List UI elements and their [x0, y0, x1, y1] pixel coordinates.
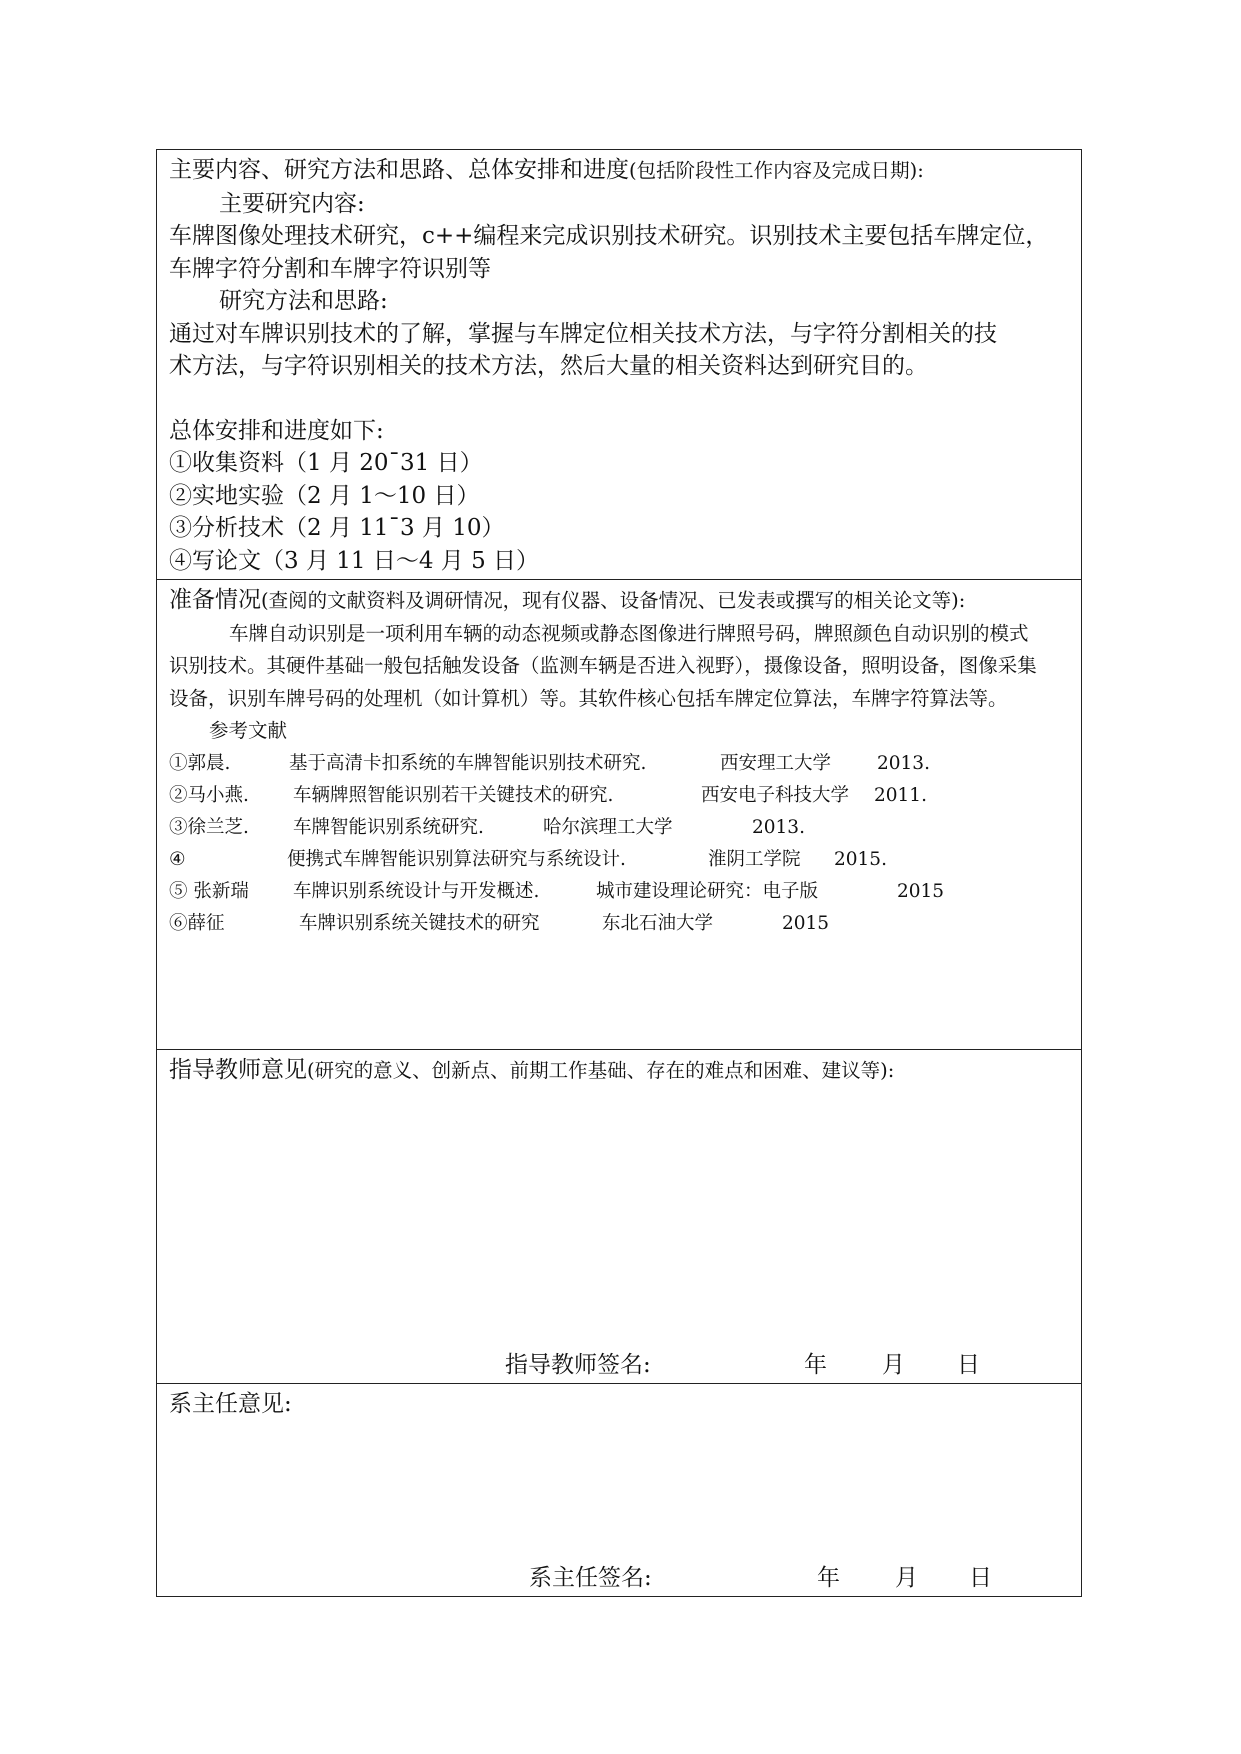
reference-item [169, 812, 1069, 844]
section-preparation [157, 580, 1081, 1050]
section-content-method-schedule [157, 150, 1081, 580]
section2-heading: 准备情况 [169, 587, 261, 613]
reference-source: 城市建设理论研究：电子版 [596, 880, 819, 902]
schedule-label: 总体安排和进度如下: [169, 417, 384, 444]
reference-title: 基于高清卡扣系统的车牌智能识别技术研究. [289, 752, 647, 774]
preparation-line: 车牌自动识别是一项利用车辆的动态视频或静态图像进行牌照号码，牌照颜色自动识别的模式 [229, 621, 1029, 645]
spacer [169, 383, 1069, 415]
section-dept-head-opinion [157, 1384, 1081, 1596]
reference-year: 2013. [877, 752, 930, 774]
preparation-line: 识别技术。其硬件基础一般包括触发设备（监测车辆是否进入视野），摄像设备，照明设备，图像采集 [169, 654, 1037, 677]
schedule-item: ②实地实验（2 月 1～10 日） [169, 482, 480, 509]
reference-title: 便携式车牌智能识别算法研究与系统设计. [287, 848, 626, 870]
reference-source: 西安电子科技大学 [701, 784, 850, 806]
method-label: 研究方法和思路: [219, 288, 388, 314]
dept-head-sign-month: 月 [895, 1565, 918, 1591]
advisor-signature-label: 指导教师签名: [505, 1352, 651, 1378]
reference-year: 2015 [782, 912, 830, 934]
section3-heading: 指导教师意见 [169, 1057, 307, 1083]
dept-head-sign-day: 日 [969, 1565, 992, 1591]
section-advisor-opinion [157, 1050, 1081, 1384]
reference-item [169, 844, 1069, 876]
method-line: 通过对车牌识别技术的了解，掌握与车牌定位相关技术方法，与字符分割相关的技 [169, 320, 997, 347]
reference-source: 哈尔滨理工大学 [543, 816, 673, 838]
reference-author: ②马小燕. [169, 784, 249, 806]
content-label: 主要研究内容: [219, 190, 365, 217]
reference-author: ⑤ 张新瑞 [169, 880, 249, 902]
references-label: 参考文献 [209, 719, 288, 742]
proposal-form [156, 149, 1082, 1597]
reference-source: 西安理工大学 [720, 752, 832, 774]
content-line: 车牌字符分割和车牌字符识别等 [169, 255, 491, 282]
schedule-item: ①收集资料（1 月 20¯31 日） [169, 450, 483, 476]
content-line: 车牌图像处理技术研究，c++编程来完成识别技术研究。识别技术主要包括车牌定位， [169, 223, 1049, 249]
reference-author: ①郭晨. [169, 752, 231, 774]
section3-heading-note: (研究的意义、创新点、前期工作基础、存在的难点和困难、建议等): [307, 1059, 895, 1082]
advisor-sign-month: 月 [882, 1352, 905, 1378]
reference-source: 东北石油大学 [602, 912, 714, 934]
reference-year: 2015. [834, 848, 887, 870]
section2-heading-note: (查阅的文献资料及调研情况，现有仪器、设备情况、已发表或撰写的相关论文等): [261, 589, 966, 612]
reference-year: 2013. [752, 816, 805, 838]
section4-heading: 系主任意见: [169, 1391, 292, 1417]
dept-head-signature-label: 系主任签名: [529, 1565, 652, 1591]
section1-heading-note: (包括阶段性工作内容及完成日期): [629, 159, 924, 182]
reference-author: ④ [169, 848, 186, 870]
reference-author: ⑥薛征 [169, 912, 225, 934]
section3-heading-line [169, 1054, 1069, 1088]
reference-item [169, 780, 1069, 812]
method-line: 术方法，与字符识别相关的技术方法，然后大量的相关资料达到研究目的。 [169, 353, 928, 379]
reference-source: 淮阴工学院 [708, 848, 801, 870]
reference-author: ③徐兰芝. [169, 816, 249, 838]
reference-title: 车牌识别系统设计与开发概述. [293, 880, 540, 902]
reference-year: 2015 [897, 880, 945, 902]
reference-year: 2011. [874, 784, 927, 806]
dept-head-sign-year: 年 [817, 1565, 840, 1591]
schedule-item: ③分析技术（2 月 11¯3 月 10） [169, 515, 505, 541]
section2-heading-line [169, 584, 1069, 618]
section1-heading-line [169, 154, 1069, 188]
reference-title: 车辆牌照智能识别若干关键技术的研究. [293, 784, 614, 806]
reference-item [169, 748, 1069, 780]
schedule-item: ④写论文（3 月 11 日～4 月 5 日） [169, 547, 540, 574]
reference-item [169, 876, 1069, 908]
section1-heading: 主要内容、研究方法和思路、总体安排和进度 [169, 157, 629, 183]
advisor-sign-year: 年 [804, 1352, 827, 1378]
reference-title: 车牌智能识别系统研究. [293, 816, 484, 838]
advisor-sign-day: 日 [957, 1352, 980, 1378]
reference-title: 车牌识别系统关键技术的研究 [299, 912, 540, 934]
reference-item [169, 908, 1069, 940]
preparation-line: 设备，识别车牌号码的处理机（如计算机）等。其软件核心包括车牌定位算法，车牌字符算法等。 [169, 686, 1008, 710]
